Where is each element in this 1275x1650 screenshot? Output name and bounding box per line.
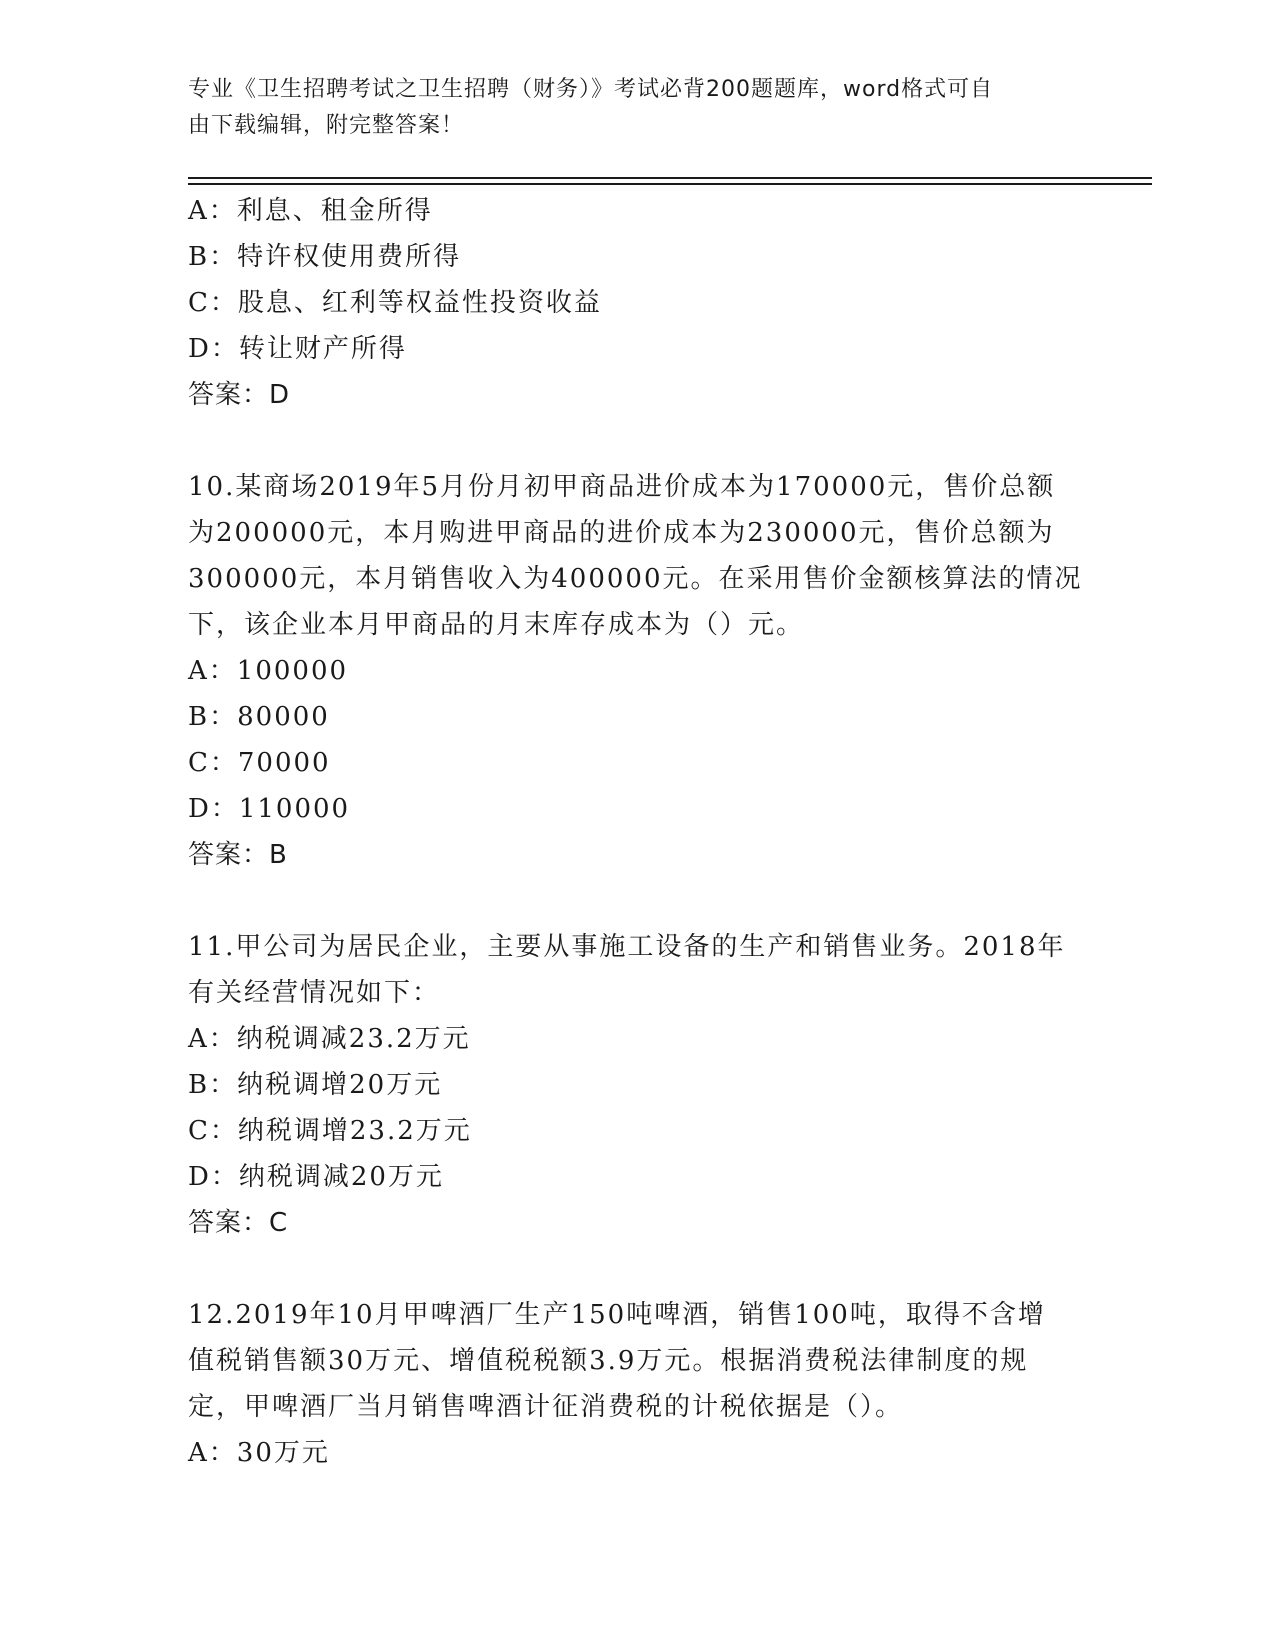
question-text-line: 12.2019年10月甲啤酒厂生产150吨啤酒，销售100吨，取得不含增: [188, 1300, 1046, 1330]
question-text-line: 11.甲公司为居民企业，主要从事施工设备的生产和销售业务。2018年: [188, 932, 1066, 962]
header-rule-top: [188, 177, 1152, 179]
question-11: [188, 924, 1088, 1246]
question-text: [188, 464, 1088, 648]
header-line-1: 专业《卫生招聘考试之卫生招聘（财务）》考试必背200题题库，word格式可自: [188, 77, 994, 102]
option-d: D：转让财产所得: [188, 334, 407, 364]
question-12: [188, 1292, 1088, 1476]
option-a: A：30万元: [188, 1438, 330, 1468]
option-c: C：股息、红利等权益性投资收益: [188, 288, 602, 318]
header-line-2: 由下载编辑，附完整答案！: [188, 113, 465, 138]
option-a: A：100000: [188, 656, 349, 686]
option-b: B：80000: [188, 702, 330, 732]
question-text-line: 10.某商场2019年5月份月初甲商品进价成本为170000元，售价总额: [188, 472, 1056, 502]
header-rule-bottom: [188, 183, 1152, 185]
answer-line: 答案：D: [188, 380, 291, 410]
question-text: [188, 924, 1088, 1016]
question-text-line: 300000元，本月销售收入为400000元。在采用售价金额核算法的情况: [188, 564, 1083, 594]
question-10: [188, 464, 1088, 878]
option-c: C：纳税调增23.2万元: [188, 1116, 472, 1146]
document-body: [188, 188, 1088, 1476]
question-text-line: 值税销售额30万元、增值税税额3.9万元。根据消费税法律制度的规: [188, 1346, 1029, 1376]
option-d: D：110000: [188, 794, 351, 824]
question-9: [188, 188, 1088, 418]
option-a: A：利息、租金所得: [188, 196, 433, 226]
option-a: A：纳税调减23.2万元: [188, 1024, 471, 1054]
option-b: B：纳税调增20万元: [188, 1070, 443, 1100]
option-d: D：纳税调减20万元: [188, 1162, 444, 1192]
answer-line: 答案：B: [188, 840, 288, 870]
document-header: [188, 72, 1078, 144]
answer-line: 答案：C: [188, 1208, 289, 1238]
option-b: B：特许权使用费所得: [188, 242, 462, 272]
question-text-line: 下，该企业本月甲商品的月末库存成本为（）元。: [188, 610, 805, 640]
question-text-line: 有关经营情况如下：: [188, 978, 441, 1008]
question-text-line: 为200000元，本月购进甲商品的进价成本为230000元，售价总额为: [188, 518, 1055, 548]
question-text-line: 定，甲啤酒厂当月销售啤酒计征消费税的计税依据是（）。: [188, 1392, 904, 1422]
option-c: C：70000: [188, 748, 331, 778]
question-text: [188, 1292, 1088, 1430]
